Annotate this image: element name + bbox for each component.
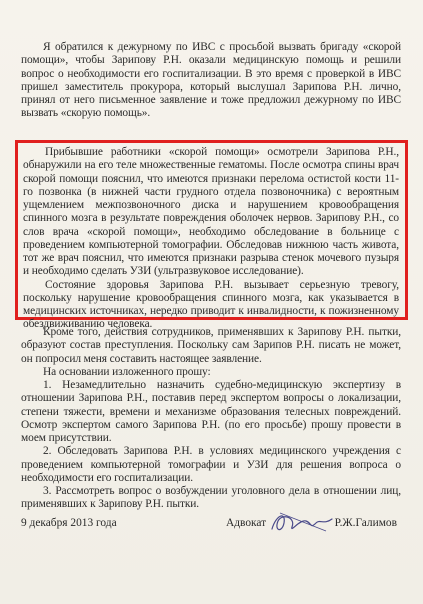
highlighted-paragraph-1: Прибывшие работники «скорой помощи» осмотрели Зарипова Р.Н., обнаружили на его теле множественные гематомы. После осмотра спины врач скорой помощи пояснил, что имеются признаки перелома остистой кости 11-го позвонка (в нижней части грудного отдела позвоночника) с вероятным ущемлением межпозвоночного диска и нарушением кровообращения спинного мозга в результате повреждения оболочек нервов. Зарипову Р.Н., со слов врача «скорой помощи», необходимо обследование в больнице с проведением компьютерной томографии. Обследовав нижнюю часть живота, тот же врач пояснил, что имеются признаки разрыва стенок мочевого пузыря и необходимо сделать УЗИ (ультразвуковое исследование). <box>23 146 399 278</box>
after-box-paragraph: Кроме того, действия сотрудников, применявших к Зарипову Р.Н. пытки, образуют состав преступления. Поскольку сам Зарипов Р.Н. писать не может, он попросил меня составить настоящее заявление. <box>21 326 401 365</box>
document-date: 9 декабря 2013 года <box>21 517 117 529</box>
signer-title: Адвокат <box>226 517 267 529</box>
request-item-3: 3. Рассмотреть вопрос о возбуждении уголовного дела в отношении лиц, применявших к Зарипову Р.Н. пытки. <box>21 485 401 511</box>
highlighted-paragraph-2: Состояние здоровья Зарипова Р.Н. вызывает серьезную тревогу, поскольку нарушение кровообращения спинного мозга, как указывается в медицинских источниках, нередко приводит к инвалидности, к пожизненному обездвиживанию человека. <box>23 278 399 331</box>
intro-paragraph: Я обратился к дежурному по ИВС с просьбой вызвать бригаду «скорой помощи», чтобы Зарипову Р.Н. оказали медицинскую помощь и решили вопрос о необходимости его госпитализации. В это время с проверкой в ИВС пришел заместитель прокурора, который выслушал Зарипова Р.Н. лично, принял от него письменное заявление и тоже предложил дежурному по ИВС вызвать «скорую помощь». <box>21 41 401 120</box>
request-item-1: 1. Незамедлительно назначить судебно-медицинскую экспертизу в отношении Зарипова Р.Н., поставив перед экспертом вопросы о локализации, степени тяжести, времени и механизме образования телесных повреждений. Осмотр экспертом самого Зарипова Р.Н. (по его просьбе) прошу провести в моем присутствии. <box>21 379 401 444</box>
signature-row <box>21 515 401 537</box>
request-block <box>21 326 401 512</box>
intro-paragraph-block <box>21 41 401 121</box>
request-item-2: 2. Обследовать Зарипова Р.Н. в условиях медицинского учреждения с проведением компьютерной томографии и УЗИ для решения вопроса о необходимости его госпитализации. <box>21 445 401 484</box>
highlighted-text-block <box>23 146 399 332</box>
handwritten-signature <box>266 507 336 537</box>
request-intro: На основании изложенного прошу: <box>43 365 211 378</box>
signer-name: Р.Ж.Галимов <box>334 517 397 529</box>
